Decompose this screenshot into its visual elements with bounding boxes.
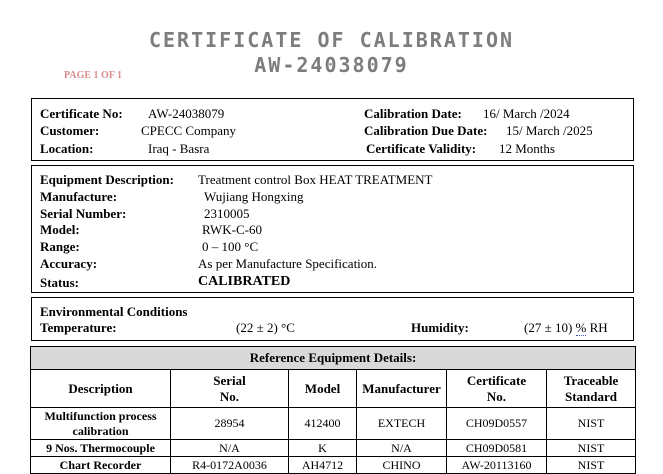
validity-label: Certificate Validity: xyxy=(366,141,477,156)
status-label: Status: xyxy=(40,275,80,290)
row-certificate: CH09D0557 xyxy=(447,408,547,440)
temperature-label: Temperature: xyxy=(40,320,117,335)
certificate-title: CERTIFICATE OF CALIBRATION xyxy=(148,28,515,52)
table-row xyxy=(31,457,636,474)
equipment-desc-value: Treatment control Box HEAT TREATMENT xyxy=(198,172,433,187)
col-traceable xyxy=(547,370,636,408)
col-trace-line1: Traceable xyxy=(563,372,619,388)
equipment-desc-label: Equipment Description: xyxy=(40,172,174,187)
row-model: 412400 xyxy=(289,408,357,440)
col-description: Description xyxy=(31,370,171,408)
row-manufacturer: EXTECH xyxy=(357,408,447,440)
serial-number-value: 2310005 xyxy=(204,206,250,221)
col-trace-line2: Standard xyxy=(565,388,618,404)
col-cert-line2: No. xyxy=(486,388,507,404)
row-certificate: CH09D0581 xyxy=(447,440,547,457)
serial-number-label: Serial Number: xyxy=(40,206,127,221)
row-serial: R4-0172A0036 xyxy=(171,457,289,474)
col-certificate xyxy=(447,370,547,408)
validity-value: 12 Months xyxy=(499,141,555,156)
humidity-label: Humidity: xyxy=(411,320,469,335)
cal-date-label: Calibration Date: xyxy=(364,106,462,121)
row-manufacturer: N/A xyxy=(357,440,447,457)
humidity-percent: % xyxy=(575,320,587,335)
reference-table-title: Reference Equipment Details: xyxy=(31,347,636,370)
row-description: 9 Nos. Thermocouple xyxy=(31,440,171,457)
row-description: Multifunction process calibration xyxy=(31,408,171,440)
col-serial-line2: No. xyxy=(219,388,240,404)
row-serial: N/A xyxy=(171,440,289,457)
model-value: RWK-C-60 xyxy=(202,222,262,237)
certificate-info-box xyxy=(31,98,634,161)
temperature-value: (22 ± 2) °C xyxy=(236,320,295,335)
location-label: Location: xyxy=(40,141,94,156)
range-label: Range: xyxy=(40,239,80,254)
due-date-value: 15/ March /2025 xyxy=(506,123,593,138)
humidity-suffix: RH xyxy=(586,320,608,335)
equipment-box xyxy=(31,165,634,293)
due-date-label: Calibration Due Date: xyxy=(364,123,488,138)
manufacture-label: Manufacture: xyxy=(40,189,118,204)
col-serial xyxy=(171,370,289,408)
customer-label: Customer: xyxy=(40,123,100,138)
col-cert-line1: Certificate xyxy=(466,372,527,388)
location-value: Iraq - Basra xyxy=(148,141,210,156)
humidity-prefix: (27 ± 10) xyxy=(524,320,576,335)
col-model: Model xyxy=(289,370,357,408)
manufacture-value: Wujiang Hongxing xyxy=(204,189,304,204)
table-row xyxy=(31,440,636,457)
cert-no-value: AW-24038079 xyxy=(148,106,225,121)
row-standard: NIST xyxy=(547,408,636,440)
certificate-number-title: AW-24038079 xyxy=(254,53,409,77)
row-certificate: AW-20113160 xyxy=(447,457,547,474)
row-manufacturer: CHINO xyxy=(357,457,447,474)
environment-heading: Environmental Conditions xyxy=(40,304,188,319)
col-serial-line1: Serial xyxy=(213,372,246,388)
row-serial: 28954 xyxy=(171,408,289,440)
row-standard: NIST xyxy=(547,457,636,474)
row-standard: NIST xyxy=(547,440,636,457)
page-indicator: PAGE 1 OF 1 xyxy=(64,70,123,81)
humidity-value xyxy=(524,320,608,336)
range-value: 0 – 100 °C xyxy=(202,239,259,254)
row-model: AH4712 xyxy=(289,457,357,474)
row-model: K xyxy=(289,440,357,457)
col-manufacturer: Manufacturer xyxy=(357,370,447,408)
accuracy-value: As per Manufacture Specification. xyxy=(198,256,378,271)
table-row xyxy=(31,408,636,440)
reference-equipment-table xyxy=(30,346,636,474)
row-description: Chart Recorder xyxy=(31,457,171,474)
customer-value: CPECC Company xyxy=(141,123,236,138)
cal-date-value: 16/ March /2024 xyxy=(483,106,570,121)
status-value: CALIBRATED xyxy=(198,274,291,289)
model-label: Model: xyxy=(40,222,80,237)
accuracy-label: Accuracy: xyxy=(40,256,98,271)
cert-no-label: Certificate No: xyxy=(40,106,123,121)
environment-box xyxy=(31,297,634,341)
